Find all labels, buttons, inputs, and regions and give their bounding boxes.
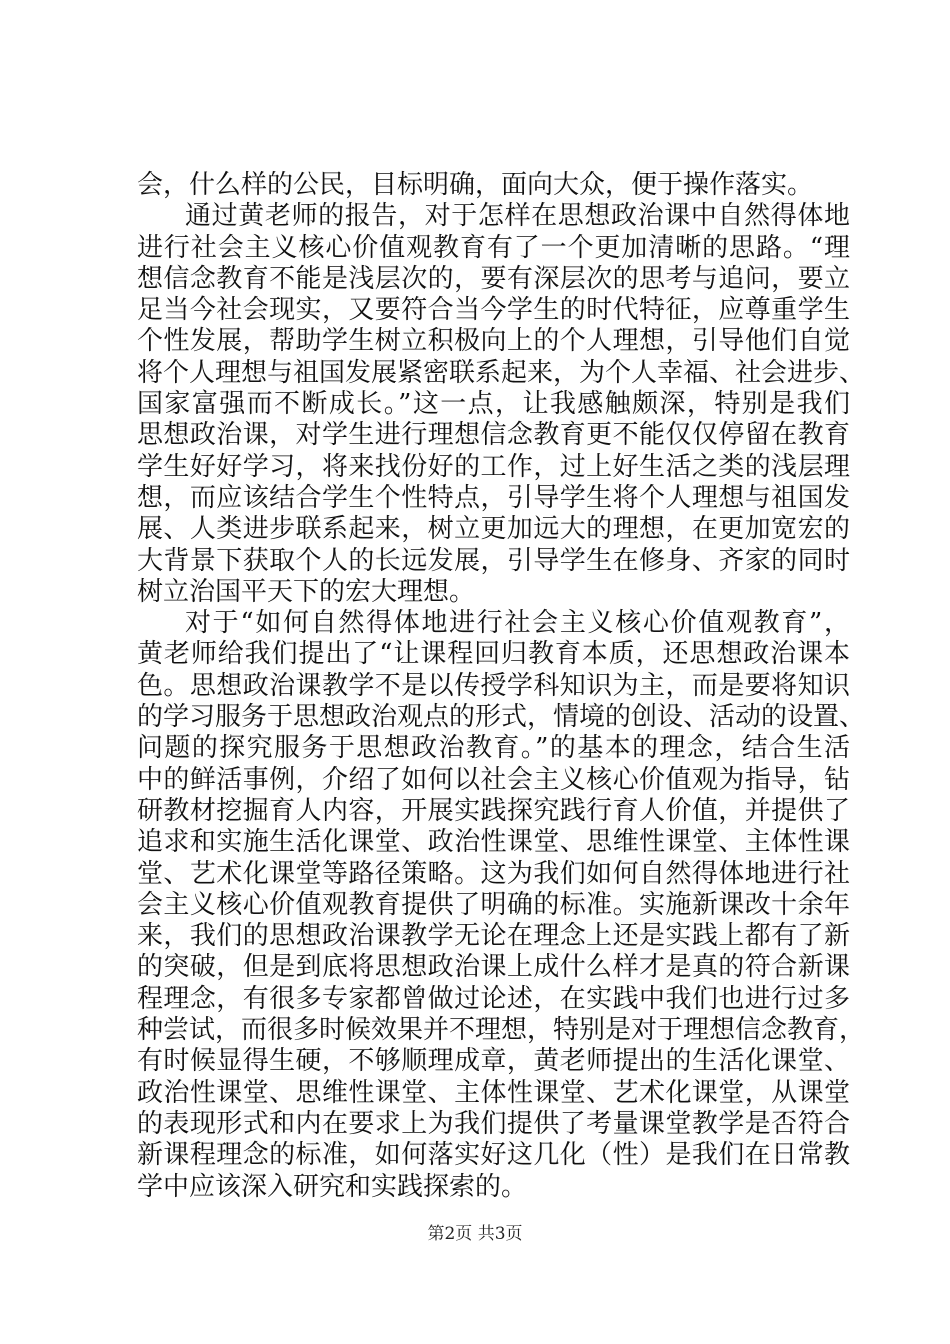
document-body — [137, 170, 866, 1203]
text-line: 研教材挖掘育人内容，开展实践探究践行育人价值，并提供了 — [137, 795, 850, 826]
text-line: 会，什么样的公民，目标明确，面向大众，便于操作落实。 — [137, 170, 814, 200]
text-line: 有时候显得生硬，不够顺理成章，黄老师提出的生活化课堂、 — [137, 1046, 850, 1077]
text-line: 追求和实施生活化课堂、政治性课堂、思维性课堂、主体性课 — [137, 827, 850, 858]
text-line: 大背景下获取个人的长远发展，引导学生在修身、齐家的同时 — [137, 545, 850, 576]
text-line: 个性发展，帮助学生树立积极向上的个人理想，引导他们自觉 — [137, 326, 850, 357]
text-line: 通过黄老师的报告，对于怎样在思想政治课中自然得体地 — [185, 201, 850, 232]
text-line: 足当今社会现实，又要符合当今学生的时代特征，应尊重学生 — [137, 295, 850, 326]
text-line: 展、人类进步联系起来，树立更加远大的理想，在更加宽宏的 — [137, 514, 850, 545]
text-line: 国家富强而不断成长。”这一点，让我感触颇深，特别是我们 — [137, 389, 850, 420]
text-line: 黄老师给我们提出了“让课程回归教育本质，还思想政治课本 — [137, 639, 850, 670]
text-line: 的学习服务于思想政治观点的形式，情境的创设、活动的设置、 — [137, 702, 866, 733]
text-line: 来，我们的思想政治课教学无论在理念上还是实践上都有了新 — [137, 921, 850, 952]
text-line: 树立治国平天下的宏大理想。 — [137, 576, 476, 607]
text-line: 的表现形式和内在要求上为我们提供了考量课堂教学是否符合 — [137, 1108, 850, 1139]
text-line: 色。思想政治课教学不是以传授学科知识为主，而是要将知识 — [137, 670, 850, 701]
text-line: 堂、艺术化课堂等路径策略。这为我们如何自然得体地进行社 — [137, 858, 850, 889]
paragraph — [137, 170, 850, 201]
paragraph — [137, 608, 866, 1203]
text-line: 中的鲜活事例，介绍了如何以社会主义核心价值观为指导，钻 — [137, 764, 850, 795]
text-line: 问题的探究服务于思想政治教育。”的基本的理念，结合生活 — [137, 733, 850, 764]
text-line: 思想政治课，对学生进行理想信念教育更不能仅仅停留在教育 — [137, 420, 850, 451]
text-line: 政治性课堂、思维性课堂、主体性课堂、艺术化课堂，从课堂 — [137, 1077, 850, 1108]
text-line: 进行社会主义核心价值观教育有了一个更加清晰的思路。“理 — [137, 232, 850, 263]
text-line: 的突破，但是到底将思想政治课上成什么样才是真的符合新课 — [137, 952, 850, 983]
text-line: 将个人理想与祖国发展紧密联系起来，为个人幸福、社会进步、 — [137, 357, 866, 388]
text-line: 想，而应该结合学生个性特点，引导学生将个人理想与祖国发 — [137, 482, 850, 513]
text-line: 对于“如何自然得体地进行社会主义核心价值观教育”， — [185, 608, 850, 639]
text-line: 学生好好学习，将来找份好的工作，过上好生活之类的浅层理 — [137, 451, 850, 482]
paragraph — [137, 201, 866, 608]
text-line: 程理念，有很多专家都曾做过论述，在实践中我们也进行过多 — [137, 983, 850, 1014]
text-line: 种尝试，而很多时候效果并不理想，特别是对于理想信念教育， — [137, 1015, 866, 1046]
text-line: 新课程理念的标准，如何落实好这几化（性）是我们在日常教 — [137, 1140, 850, 1171]
page-number-footer: 第2页 共3页 — [427, 1224, 523, 1244]
text-line: 学中应该深入研究和实践探索的。 — [137, 1171, 528, 1202]
text-line: 会主义核心价值观教育提供了明确的标准。实施新课改十余年 — [137, 889, 850, 920]
text-line: 想信念教育不能是浅层次的，要有深层次的思考与追问，要立 — [137, 263, 850, 294]
